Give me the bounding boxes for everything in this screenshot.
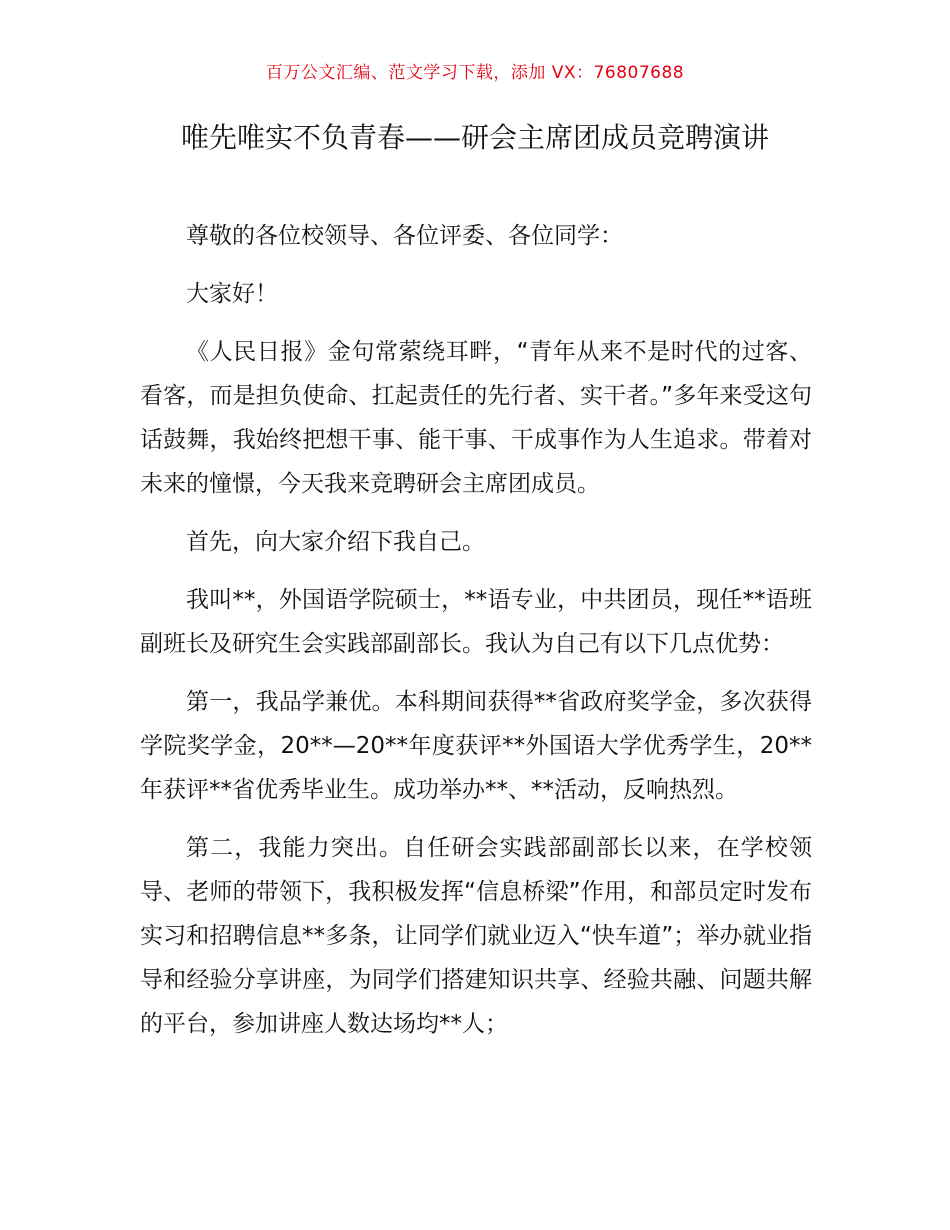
paragraph-self-intro: 首先，向大家介绍下我自己。	[186, 529, 485, 555]
paragraph-intro-quote: 《人民日报》金句常萦绕耳畔，“青年从来不是时代的过客、看客，而是担负使命、扛起责任的先行者、实干者。”多年来受这句话鼓舞，我始终把想干事、能干事、干成事作为人生追求。带着对未来的憧憬，今天我来竞聘研会主席团成员。	[140, 339, 812, 497]
watermark-header: 百万公文汇编、范文学习下载，添加 VX：76807688	[265, 63, 685, 83]
paragraph-background: 我叫**，外国语学院硕士，**语专业，中共团员，现任**语班副班长及研究生会实践部副部长。我认为自己有以下几点优势：	[140, 587, 812, 657]
document-title: 唯先唯实不负青春——研会主席团成员竞聘演讲	[180, 121, 769, 154]
paragraph-salutation: 尊敬的各位校领导、各位评委、各位同学：	[186, 223, 623, 249]
paragraph-greeting: 大家好！	[186, 281, 278, 307]
document-body	[140, 214, 812, 1060]
paragraph-advantage-two: 第二，我能力突出。自任研会实践部副部长以来，在学校领导、老师的带领下，我积极发挥“信息桥梁”作用，和部员定时发布实习和招聘信息**多条，让同学们就业迈入“快车道”；举办就业指导和经验分享讲座，为同学们搭建知识共享、经验共融、问题共解的平台，参加讲座人数达场均**人；	[140, 835, 812, 1037]
paragraph-advantage-one: 第一，我品学兼优。本科期间获得**省政府奖学金，多次获得学院奖学金，20**—20**年度获评**外国语大学优秀学生，20**年获评**省优秀毕业生。成功举办**、**活动，反响热烈。	[140, 689, 812, 803]
